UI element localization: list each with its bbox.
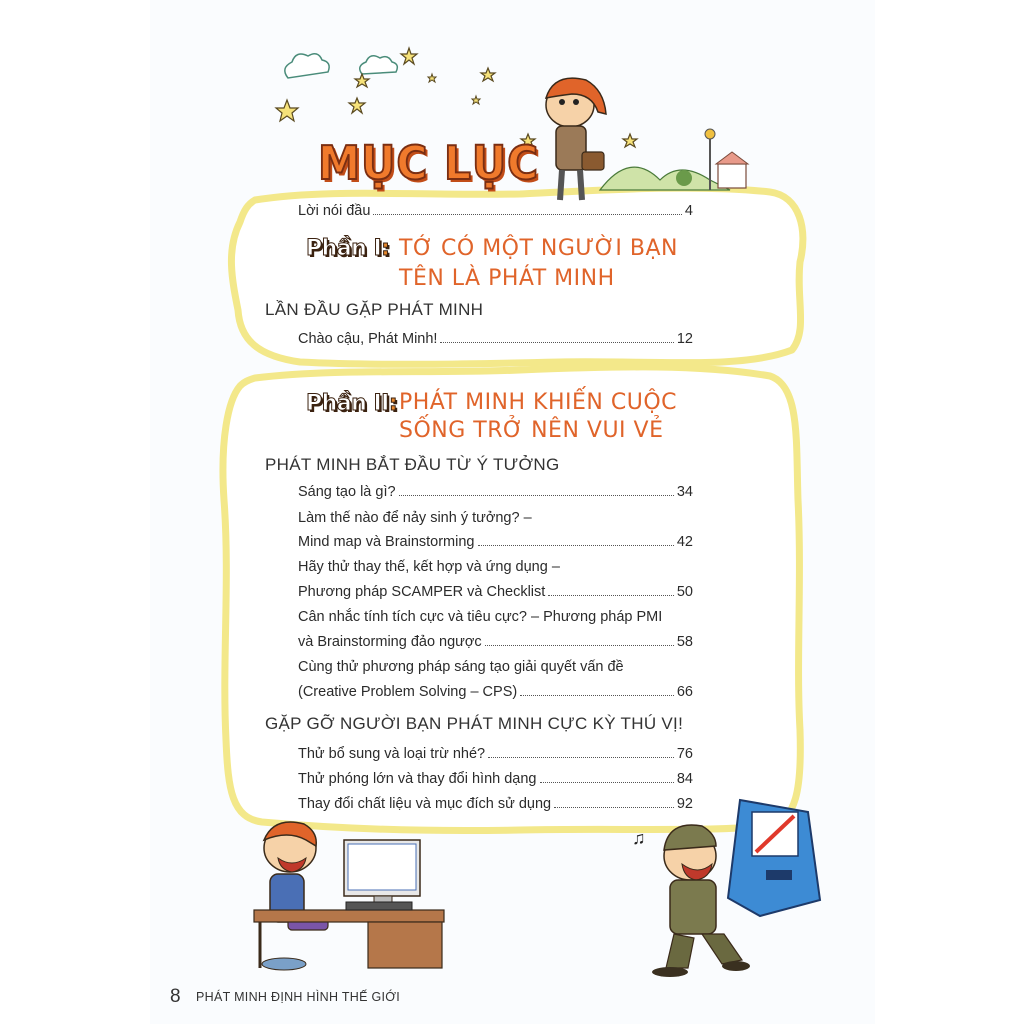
cloud-icon (360, 56, 398, 74)
boy-at-computer-illustration (248, 818, 463, 978)
running-footer-title: PHÁT MINH ĐỊNH HÌNH THẾ GIỚI (196, 990, 401, 1004)
toc-entry-page: 42 (676, 534, 693, 550)
part2-badge: Phần II: (306, 391, 398, 416)
part1-badge: Phần I: (306, 236, 390, 261)
toc-entry-label: Phương pháp SCAMPER và Checklist (298, 584, 546, 600)
toc-entry-page: 76 (676, 746, 693, 762)
dot-leader (488, 757, 674, 758)
toc-entry-line1: Cân nhắc tính tích cực và tiêu cực? – Phương pháp PMI (298, 609, 663, 625)
toc-entry-page: 12 (676, 331, 693, 347)
toc-entry-label: Thử bổ sung và loại trừ nhé? (298, 746, 486, 762)
toc-entry[interactable] (298, 771, 693, 787)
toc-entry-preface[interactable] (298, 203, 693, 219)
toc-entry[interactable] (298, 331, 693, 347)
toc-entry-page: 66 (676, 684, 693, 700)
toc-entry-page: 92 (676, 796, 693, 812)
toc-entry-label: Chào cậu, Phát Minh! (298, 331, 438, 347)
dot-leader (540, 782, 674, 783)
part1-title-line1: TỚ CÓ MỘT NGƯỜI BẠN (399, 236, 678, 261)
dot-leader (373, 214, 682, 215)
section-heading: PHÁT MINH BẮT ĐẦU TỪ Ý TƯỞNG (265, 455, 560, 474)
part2-title-line2: SỐNG TRỞ NÊN VUI VẺ (399, 418, 664, 443)
toc-entry-page: 58 (676, 634, 693, 650)
toc-entry-label: Sáng tạo là gì? (298, 484, 396, 500)
toc-entry-label: (Creative Problem Solving – CPS) (298, 684, 518, 700)
village-illustration (600, 129, 748, 190)
dot-leader (399, 495, 674, 496)
toc-entry-label: Lời nói đầu (298, 203, 371, 219)
toc-entry[interactable] (298, 534, 693, 550)
toc-entry-line1: Hãy thử thay thế, kết hợp và ứng dụng – (298, 559, 560, 575)
toc-entry[interactable] (298, 484, 693, 500)
dot-leader (478, 545, 674, 546)
toc-entry-line1: Làm thế nào để nảy sinh ý tưởng? – (298, 510, 532, 526)
cloud-icon (285, 54, 329, 78)
toc-entry[interactable] (298, 634, 693, 650)
toc-entry-page: 34 (676, 484, 693, 500)
section-heading: LẦN ĐẦU GẶP PHÁT MINH (265, 300, 484, 319)
page-title: MỤC LỤC (318, 136, 540, 190)
toc-entry-page: 50 (676, 584, 693, 600)
toc-entry-label: Thử phóng lớn và thay đổi hình dạng (298, 771, 537, 787)
toc-entry-line1: Cùng thử phương pháp sáng tạo giải quyết vấn đề (298, 659, 624, 675)
toc-entry-label: Mind map và Brainstorming (298, 534, 475, 550)
dot-leader (548, 595, 674, 596)
toc-entry[interactable] (298, 584, 693, 600)
part1-title-line2: TÊN LÀ PHÁT MINH (399, 266, 615, 291)
toc-entry-page: 84 (676, 771, 693, 787)
section-heading: GẶP GỠ NGƯỜI BẠN PHÁT MINH CỰC KỲ THÚ VỊ! (265, 714, 684, 733)
part2-title-line1: PHÁT MINH KHIẾN CUỘC (399, 390, 677, 415)
dot-leader (485, 645, 674, 646)
dot-leader (440, 342, 673, 343)
music-note-icon: ♫ (632, 828, 646, 848)
soldier-with-sign-illustration (630, 790, 825, 980)
boy-character-illustration (546, 78, 606, 200)
toc-entry-label: Thay đổi chất liệu và mục đích sử dụng (298, 796, 552, 812)
toc-entry[interactable] (298, 684, 693, 700)
toc-entry[interactable] (298, 746, 693, 762)
page-number: 8 (170, 986, 181, 1007)
dot-leader (520, 695, 674, 696)
toc-entry-page: 4 (684, 203, 693, 219)
toc-entry-label: và Brainstorming đảo ngược (298, 634, 482, 650)
